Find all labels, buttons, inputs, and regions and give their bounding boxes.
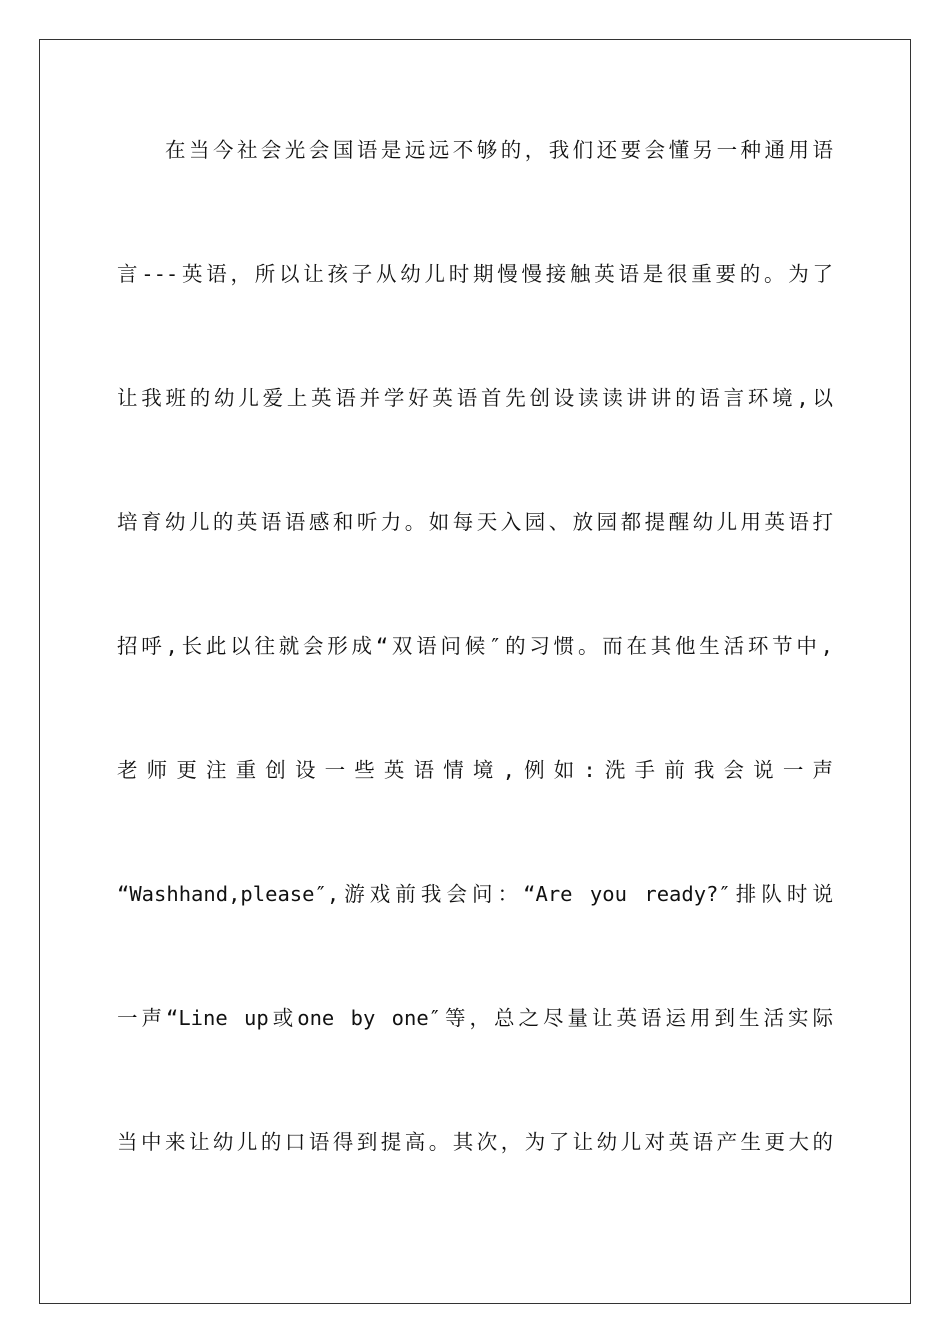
paragraph-line: 让我班的幼儿爱上英语并学好英语首先创设读读讲讲的语言环境,以 bbox=[117, 386, 833, 410]
paragraph-line: 言---英语，所以让孩子从幼儿时期慢慢接触英语是很重要的。为了 bbox=[117, 262, 833, 286]
paragraph-line: 招呼,长此以往就会形成“双语问候″的习惯。而在其他生活环节中, bbox=[117, 634, 833, 658]
paragraph-line: “Washhand,please″,游戏前我会问：“Are you ready?″排队时说 bbox=[117, 882, 833, 906]
paragraph-line: 当中来让幼儿的口语得到提高。其次，为了让幼儿对英语产生更大的 bbox=[117, 1130, 833, 1154]
paragraph-line: 老师更注重创设一些英语情境,例如:洗手前我会说一声 bbox=[117, 758, 833, 782]
paragraph-line: 培育幼儿的英语语感和听力。如每天入园、放园都提醒幼儿用英语打 bbox=[117, 510, 833, 534]
page-frame bbox=[39, 39, 911, 1304]
paragraph-line: 一声“Line up或one by one″等，总之尽量让英语运用到生活实际 bbox=[117, 1006, 833, 1030]
paragraph-line: 在当今社会光会国语是远远不够的，我们还要会懂另一种通用语 bbox=[165, 138, 833, 162]
